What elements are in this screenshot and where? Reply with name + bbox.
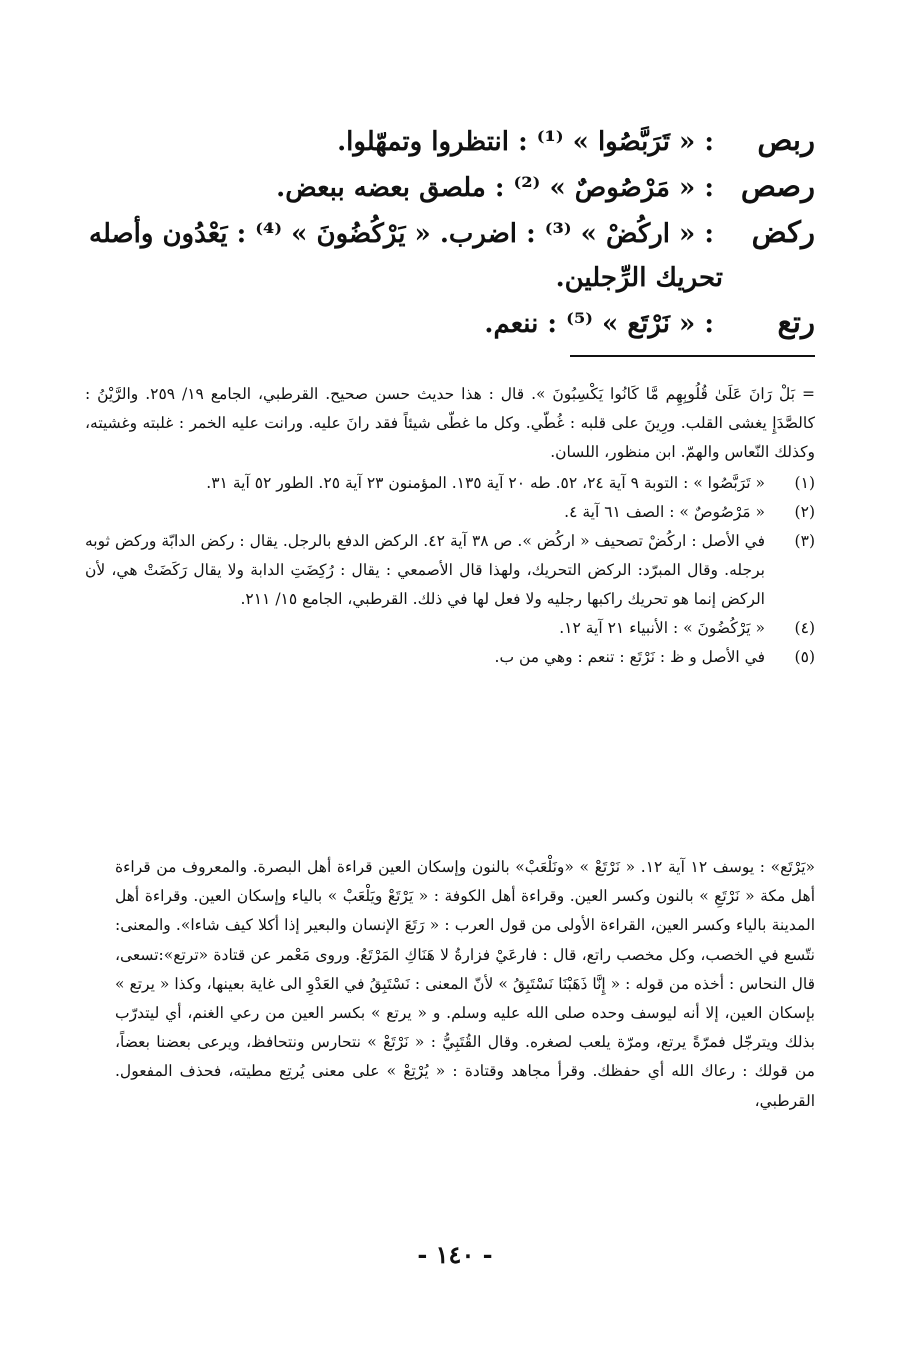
sub-footnote: «يَرْتَع» : يوسف ١٢ آية ١٢. « نَرْتَعْ » «ونَلْعَبْ» بالنون وإسكان العين قراءة أهل البصرة. والمعروف من قراءة أهل مكة « نَرْتَعِ » بالنون وكسر العين. وقراءة أهل الكوفة : « يَرْتَعْ ويَلْعَبْ » بالياء وإسكان العين. وقراءة أهل المدينة بالياء وكسر العين، القراءة الأولى من قول العرب : « رَتَعَ الإنسان والبعير إذا أكلا كيف شاءا». والمعنى: نتّسع في الخصب، وكل مخصب راتع، قال : فارعَيْ فزارةُ لا هَنَاكِ المَرْتَعُ. وروى مَعْمر عن قتادة «ترتع»:تسعى، قال النحاس : أخذه من قوله : « إِنَّا ذَهَبْنَا نَسْتَبِقُ » لأنّ المعنى : نَسْتَبِقُ في العَدْوِ الى غاية بعينها، وكذا « يرتع » بإسكان العين، إلا أنه ليوسف وحده صلى الله عليه وسلم. و « يرتع » بكسر العين من رعي الغنم، أي ليتدرّب بذلك ويترجّل فمرّةً يرتع، ومرّة يلعب لصغره. وقال القُتَبِيُّ : « نَرْتَعْ » نتحارس ونتحافظ، ويرعى بعضنا بعضاً، من قولك : رعاك الله أي حفظك. وقرأ مجاهد وقتادة : « يُرْتِعْ » على معنى يُرتِع مطيته، فحذف المفعول. القرطبي، xyxy=(115,858,815,1110)
footnote-separator xyxy=(570,355,815,357)
entry-definition: : « اركُضْ » ⁽³⁾ : اضرب. « يَرْكُضُونَ » ⁽⁴⁾ : يَعْدُون وأصله xyxy=(89,219,714,249)
entry-term: ربص xyxy=(757,123,815,157)
entry-definition: : « نَرْتَع » ⁽⁵⁾ : ننعم. xyxy=(484,309,714,339)
footnote-text: « تَرَبَّصُوا » : التوبة ٩ آية ٢٤، ٥٢. طه ٢٠ آية ١٣٥. المؤمنون ٢٣ آية ٢٥. الطور ٥٢ آية ٣١. xyxy=(206,474,765,492)
footnote-number: (٢) xyxy=(794,503,815,521)
footnote-number: (٣) xyxy=(794,532,815,550)
entry-rata xyxy=(115,300,815,346)
footnote-number: (١) xyxy=(794,474,815,492)
footnote-text: في الأصل : اركُضْ تصحيف « اركُض ». ص ٣٨ آية ٤٢. الركض الدفع بالرجل. يقال : ركض الدابّة وركض ثوبه برجله. وقال المبرّد: الركض التحريك، ولهذا قال الأصمعي : يقال : رُكِضَتِ الدابة ولا يقال رَكَضَتْ هي، لأن الركض إنما هو تحريك راكبها رجليه ولا فعل لها في ذلك. القرطبي، الجامع ١٥/ ٢١١. xyxy=(85,532,766,608)
entry-term: ركض xyxy=(751,215,815,249)
footnote-text: = بَلْ رَانَ عَلَىٰ قُلُوبِهِم مَّا كَانُوا يَكْسِبُونَ ». قال : هذا حديث حسن صحيح. القرطبي، الجامع ١٩/ ٢٥٩. والرَّيْنُ : كالصَّدَإِ يغشى القلب. ورِينَ على قلبه : غُطّي. وكل ما غطّى شيئاً فقد رانَ عليه. ورانت عليه الخمر : غلبته وغشيته، وكذلك النّعاس والهمّ. ابن منظور، اللسان. xyxy=(85,385,815,461)
footnotes xyxy=(85,380,815,672)
footnote-4 xyxy=(85,614,815,643)
entry-definition: : « تَرَبَّصُوا » ⁽¹⁾ : انتظروا وتمهّلوا. xyxy=(337,127,714,157)
entry-rakd xyxy=(89,210,815,256)
entry-rakd-continued xyxy=(115,256,815,300)
entry-term: رتع xyxy=(777,305,815,339)
footnote-text: « مَرْصُوصٌ » : الصف ٦١ آية ٤. xyxy=(564,503,765,521)
entry-definition: : « مَرْصُوصٌ » ⁽²⁾ : ملصق بعضه ببعض. xyxy=(276,173,714,203)
entry-term: رصص xyxy=(740,169,815,203)
entry-rass xyxy=(115,164,815,210)
page-number: - ١٤٠ - xyxy=(417,1240,493,1269)
footnote-continuation xyxy=(85,380,815,467)
footnote-1 xyxy=(85,469,815,498)
footnote-2 xyxy=(85,498,815,527)
entry-rabs xyxy=(115,118,815,164)
footnote-number: (٥) xyxy=(794,648,815,666)
footnote-text: في الأصل و ظ : نَرْتَع : تنعم : وهي من ب. xyxy=(494,648,765,666)
footnote-3 xyxy=(85,527,815,614)
footnote-5 xyxy=(85,643,815,672)
entry-definition: تحريك الرِّجلين. xyxy=(555,263,723,293)
glossary-entries xyxy=(89,118,815,346)
footnote-text: « يَرْكُضُونَ » : الأنبياء ٢١ آية ١٢. xyxy=(559,619,765,637)
footnote-number: (٤) xyxy=(794,619,815,637)
